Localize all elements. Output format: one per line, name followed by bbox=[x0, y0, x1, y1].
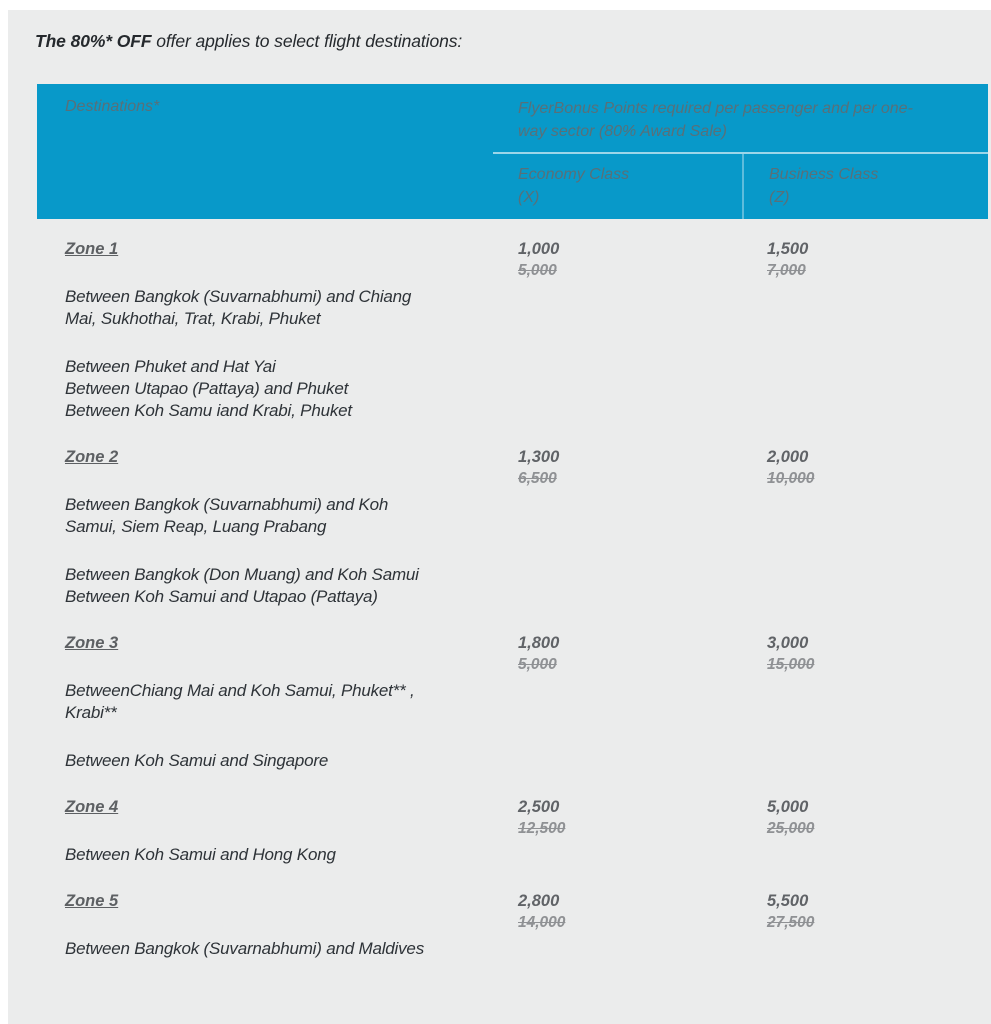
business-regular-points: 15,000 bbox=[767, 656, 815, 673]
route-line: Between Bangkok (Suvarnabhumi) and Chiang bbox=[65, 287, 412, 306]
route-line: Between Bangkok (Suvarnabhumi) and Koh bbox=[65, 495, 389, 514]
route-line: BetweenChiang Mai and Koh Samui, Phuket** , bbox=[65, 681, 415, 700]
economy-regular-points: 12,500 bbox=[518, 820, 566, 837]
economy-sale-points: 2,800 bbox=[518, 892, 560, 910]
business-regular-points: 25,000 bbox=[767, 820, 815, 837]
business-class-label: Business Class bbox=[769, 166, 879, 183]
route-line: Between Phuket and Hat Yai bbox=[65, 357, 276, 376]
zone-4-destinations-cell bbox=[37, 796, 493, 866]
zone-4-heading: Zone 4 bbox=[65, 798, 119, 816]
zone-5-heading: Zone 5 bbox=[65, 892, 119, 910]
zone-5-economy-cell bbox=[493, 890, 742, 960]
intro-highlight: The 80%* OFF bbox=[35, 31, 152, 51]
zone-4-route-group-1 bbox=[65, 844, 493, 866]
route-line: Between Bangkok (Don Muang) and Koh Samui bbox=[65, 565, 419, 584]
zone-3-business-cell bbox=[742, 632, 988, 772]
table-row-zone-5 bbox=[37, 871, 988, 965]
business-sale-points: 3,000 bbox=[767, 634, 809, 652]
route-line: Between Koh Samui and Hong Kong bbox=[65, 845, 336, 864]
zone-2-business-cell bbox=[742, 446, 988, 608]
table-header bbox=[37, 84, 988, 219]
points-subheader-row bbox=[493, 152, 988, 219]
zone-2-destinations-cell bbox=[37, 446, 493, 608]
business-regular-points: 27,500 bbox=[767, 914, 815, 931]
economy-sale-points: 1,800 bbox=[518, 634, 560, 652]
route-line: Mai, Sukhothai, Trat, Krabi, Phuket bbox=[65, 309, 321, 328]
column-header-business bbox=[742, 154, 988, 219]
column-header-destinations: Destinations* bbox=[65, 98, 160, 115]
economy-sale-points: 2,500 bbox=[518, 798, 560, 816]
zone-1-route-group-2 bbox=[65, 356, 493, 422]
award-sale-table bbox=[37, 84, 988, 965]
points-header-title: FlyerBonus Points required per passenger and per one-way sector (80% Award Sale) bbox=[518, 100, 913, 140]
zone-3-route-group-2 bbox=[65, 750, 493, 772]
economy-sale-points: 1,300 bbox=[518, 448, 560, 466]
table-row-zone-4 bbox=[37, 777, 988, 871]
zone-1-economy-cell bbox=[493, 238, 742, 422]
table-row-zone-2 bbox=[37, 427, 988, 613]
offer-panel bbox=[8, 10, 991, 1024]
zone-2-economy-cell bbox=[493, 446, 742, 608]
business-sale-points: 1,500 bbox=[767, 240, 809, 258]
economy-sale-points: 1,000 bbox=[518, 240, 560, 258]
zone-2-heading: Zone 2 bbox=[65, 448, 119, 466]
business-regular-points: 10,000 bbox=[767, 470, 815, 487]
intro-rest: offer applies to select flight destinations: bbox=[151, 31, 463, 51]
business-sale-points: 5,000 bbox=[767, 798, 809, 816]
zone-5-business-cell bbox=[742, 890, 988, 960]
zone-1-heading: Zone 1 bbox=[65, 240, 119, 258]
economy-class-code: (X) bbox=[518, 189, 540, 206]
economy-regular-points: 5,000 bbox=[518, 262, 557, 279]
column-header-points-group bbox=[493, 84, 988, 219]
zone-1-business-cell bbox=[742, 238, 988, 422]
zone-3-economy-cell bbox=[493, 632, 742, 772]
zone-2-route-group-1 bbox=[65, 494, 493, 538]
zone-5-destinations-cell bbox=[37, 890, 493, 960]
zone-3-destinations-cell bbox=[37, 632, 493, 772]
business-class-code: (Z) bbox=[769, 189, 790, 206]
zone-1-route-group-1 bbox=[65, 286, 493, 330]
table-row-zone-1 bbox=[37, 219, 988, 427]
route-line: Between Koh Samu iand Krabi, Phuket bbox=[65, 401, 352, 420]
business-sale-points: 5,500 bbox=[767, 892, 809, 910]
route-line: Between Bangkok (Suvarnabhumi) and Maldives bbox=[65, 939, 424, 958]
route-line: Between Koh Samui and Utapao (Pattaya) bbox=[65, 587, 378, 606]
route-line: Between Utapao (Pattaya) and Phuket bbox=[65, 379, 349, 398]
column-header-economy bbox=[493, 154, 742, 219]
zone-2-route-group-2 bbox=[65, 564, 493, 608]
route-line: Samui, Siem Reap, Luang Prabang bbox=[65, 517, 327, 536]
zone-4-economy-cell bbox=[493, 796, 742, 866]
economy-regular-points: 6,500 bbox=[518, 470, 557, 487]
economy-class-label: Economy Class bbox=[518, 166, 630, 183]
economy-regular-points: 5,000 bbox=[518, 656, 557, 673]
route-line: Between Koh Samui and Singapore bbox=[65, 751, 329, 770]
table-row-zone-3 bbox=[37, 613, 988, 777]
business-sale-points: 2,000 bbox=[767, 448, 809, 466]
economy-regular-points: 14,000 bbox=[518, 914, 566, 931]
zone-4-business-cell bbox=[742, 796, 988, 866]
zone-1-destinations-cell bbox=[37, 238, 493, 422]
zone-5-route-group-1 bbox=[65, 938, 493, 960]
zone-3-route-group-1 bbox=[65, 680, 493, 724]
route-line: Krabi** bbox=[65, 703, 117, 722]
zone-3-heading: Zone 3 bbox=[65, 634, 119, 652]
business-regular-points: 7,000 bbox=[767, 262, 806, 279]
intro-text bbox=[35, 29, 991, 53]
